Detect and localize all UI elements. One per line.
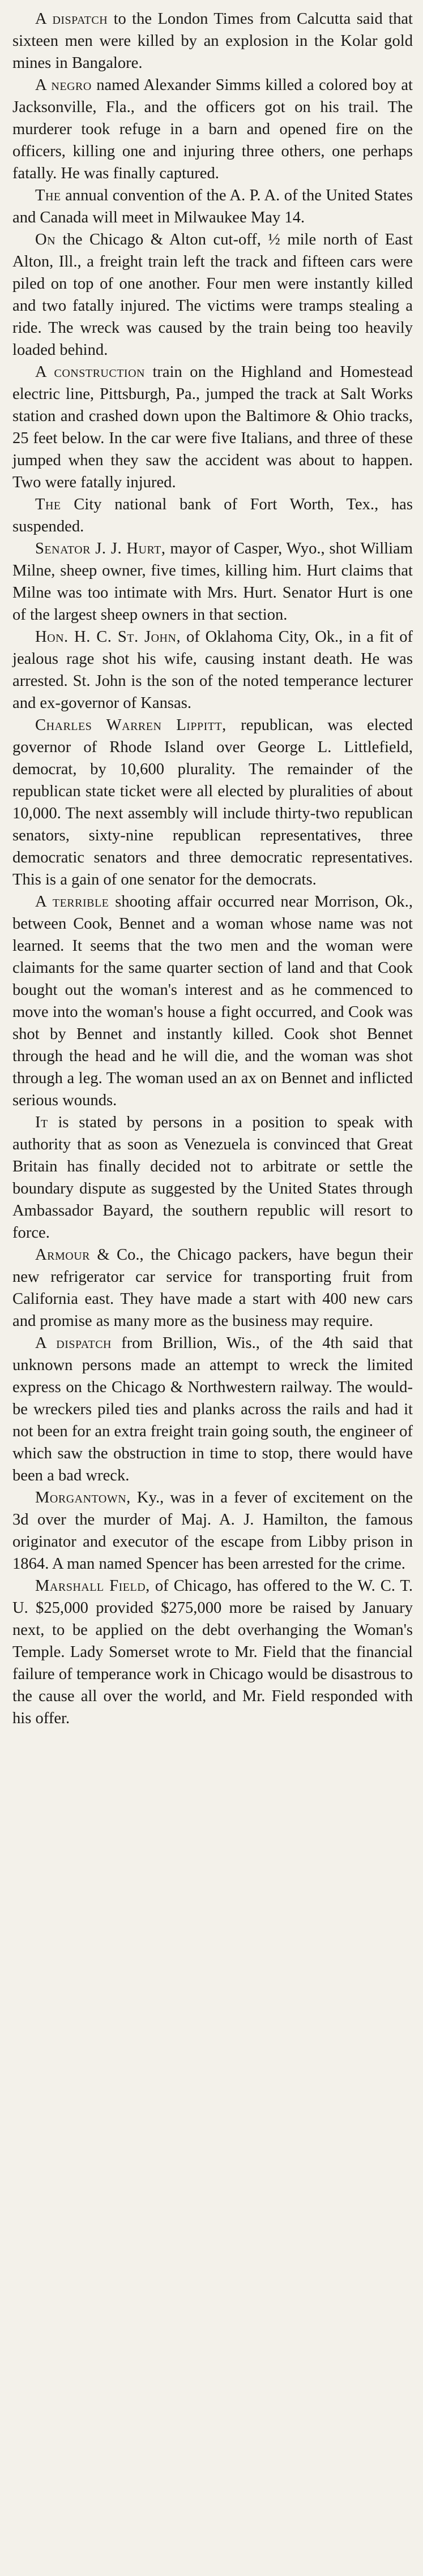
news-item-jacksonville-murder	[12, 74, 413, 184]
item-lead: Marshall Field,	[35, 1577, 150, 1595]
news-item-st-john	[12, 626, 413, 714]
news-item-venezuela	[12, 1111, 413, 1244]
item-body: & Co., the Chicago packers, have begun their new refrigerator car service for transporting fruit from California east. They have made a start with 400 new cars and promise as many more as the business may require.	[12, 1246, 413, 1330]
item-body: of Chicago, has offered to the W. C. T. U. $25,000 provided $275,000 more be raised by January next, to be applied on the debt overhanging the Woman's Temple. Lady Somerset wrote to Mr. Field that the financial failure of temperance work in Chicago would be disastrous to the cause all over the world, and Mr. Field responded with his offer.	[12, 1577, 413, 1727]
item-body: annual convention of the A. P. A. of the United States and Canada will meet in Milwaukee May 14.	[12, 187, 413, 226]
item-body: from Brillion, Wis., of the 4th said that unknown persons made an attempt to wreck the limited express on the Chicago & Northwestern railway. The would-be wreckers piled ties and planks across the rails and had it not been for an extra freight train going south, the engineer of which saw the obstruction in time to stop, there would have been a bad wreck.	[12, 1334, 413, 1484]
news-item-apa-convention	[12, 184, 413, 229]
item-body: Ky., was in a fever of excitement on the 3d over the murder of Maj. A. J. Hamilton, the famous originator and executor of the escape from Libby prison in 1864. A man named Spencer has been arrested for the crime.	[12, 1489, 413, 1573]
item-body: is stated by persons in a position to speak with authority that as soon as Venezuela is convinced that Great Britain has finally decided not to arbitrate or settle the boundary dispute as suggested by the United States through Ambassador Bayard, the southern republic will resort to force.	[12, 1114, 413, 1242]
item-body: mayor of Casper, Wyo., shot William Milne, sheep owner, five times, killing him. Hurt claims that Milne was too intimate with Mrs. Hurt. Senator Hurt is one of the largest sheep owners in that section.	[12, 540, 413, 624]
item-lead: A dispatch	[35, 1334, 112, 1352]
item-lead: Armour	[35, 1246, 90, 1264]
item-lead: Charles Warren Lippitt,	[35, 716, 227, 734]
news-item-marshall-field	[12, 1575, 413, 1729]
item-lead: Morgantown,	[35, 1489, 131, 1506]
news-item-pittsburgh-train	[12, 361, 413, 493]
item-body: named Alexander Simms killed a colored boy at Jacksonville, Fla., and the officers got on his trail. The murderer took refuge in a barn and opened fire on the officers, killing one and injuring three others, one perhaps fatally. He was finally captured.	[12, 76, 413, 182]
item-body: shooting affair occurred near Morrison, Ok., between Cook, Bennet and a woman whose name was not learned. It seems that the two men and the woman were claimants for the same quarter section of land and that Cook bought out the woman's interest and as he commenced to move into the woman's house a fight occurred, and Cook was shot by Bennet and instantly killed. Cook shot Bennet through the head and he will die, and the woman was shot through a leg. The woman used an ax on Bennet and inflicted serious wounds.	[12, 893, 413, 1109]
item-body: of Oklahoma City, Ok., in a fit of jealous rage shot his wife, causing instant death. He was arrested. St. John is the son of the noted temperance lecturer and ex-governor of Kansas.	[12, 628, 413, 712]
item-lead: A terrible	[35, 893, 109, 911]
news-item-senator-hurt	[12, 538, 413, 626]
news-item-brillion-wreck	[12, 1332, 413, 1487]
item-lead: It	[35, 1114, 48, 1131]
item-body: republican, was elected governor of Rhode Island over George L. Littlefield, democrat, by 10,600 plurality. The remainder of the republican state ticket were all elected by pluralities of about 10,000. The next assembly will include thirty-two republican senators, sixty-nine republican representatives, three democratic senators and three democratic representatives. This is a gain of one senator for the democrats.	[12, 716, 413, 888]
item-lead: A dispatch	[35, 10, 108, 28]
news-item-armour-cars	[12, 1244, 413, 1332]
item-body: train on the Highland and Homestead electric line, Pittsburgh, Pa., jumped the track at Salt Works station and crashed down upon the Baltimore & Ohio tracks, 25 feet below. In the car were five Italians, and three of these jumped when they saw the accident was about to happen. Two were fatally injured.	[12, 363, 413, 491]
news-item-east-alton-wreck	[12, 229, 413, 361]
item-body: to the London Times from Calcutta said that sixteen men were killed by an explosion in the Kolar gold mines in Bangalore.	[12, 10, 413, 72]
item-lead: The	[35, 496, 61, 513]
item-lead: A construction	[35, 363, 145, 381]
news-item-morrison-shooting	[12, 891, 413, 1111]
item-body: City national bank of Fort Worth, Tex., has suspended.	[12, 496, 413, 535]
item-lead: Hon. H. C. St. John,	[35, 628, 181, 646]
news-item-kolar-mines	[12, 8, 413, 74]
item-body: the Chicago & Alton cut-off, ½ mile north of East Alton, Ill., a freight train left the track and fifteen cars were piled on top of one another. Four men were instantly killed and two fatally injured. The victims were tramps stealing a ride. The wreck was caused by the train being too heavily loaded behind.	[12, 231, 413, 359]
news-item-fort-worth-bank	[12, 493, 413, 538]
item-lead: A negro	[35, 76, 92, 94]
news-item-lippitt-election	[12, 714, 413, 891]
item-lead: On	[35, 231, 56, 248]
item-lead: Senator J. J. Hurt,	[35, 540, 166, 557]
item-lead: The	[35, 187, 61, 204]
news-item-morgantown	[12, 1487, 413, 1575]
